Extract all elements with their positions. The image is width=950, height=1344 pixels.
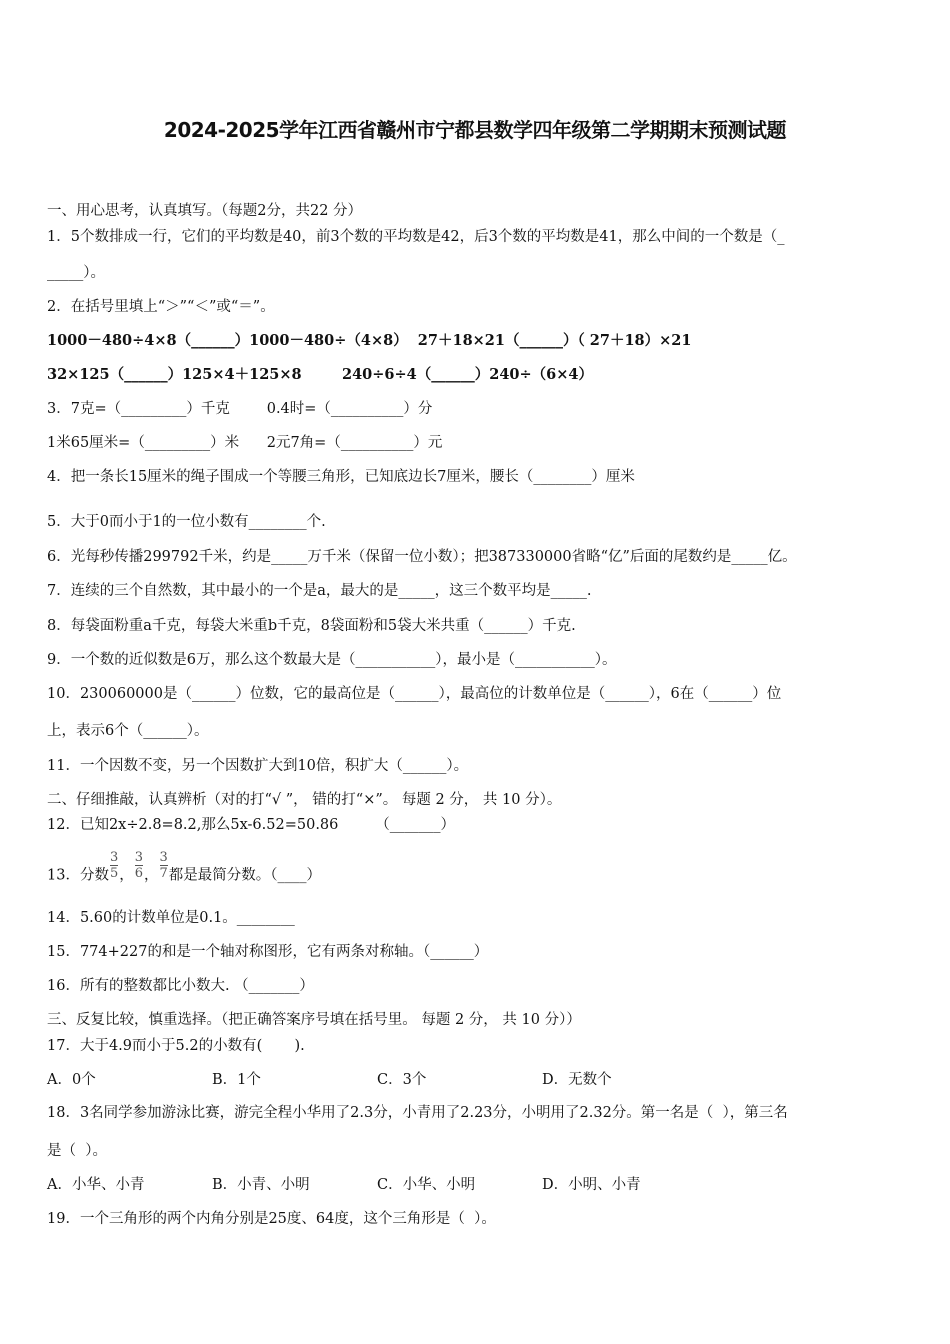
numerator: 3 [159, 850, 168, 865]
question-line: 上，表示6个（______）。 [47, 723, 209, 739]
section-heading: 三、反复比较，慎重选择。（把正确答案序号填在括号里。 每题 2 分， 共 10 分）） [47, 1012, 581, 1028]
q13-suffix: 都是最简分数。（____） [168, 867, 322, 884]
question-line: 9．一个数的近似数是6万，那么这个数最大是（___________），最小是（___________）。 [47, 652, 617, 668]
numerator: 3 [109, 850, 119, 865]
question-line: _____）。 [47, 265, 105, 281]
fraction [110, 851, 118, 880]
question-line: 2．在括号里填上“＞”“＜”或“＝”。 [47, 299, 275, 315]
question-line: 10．230060000是（______）位数，它的最高位是（______），最高位的计数单位是（______），6在（______）位 [47, 686, 782, 702]
denominator: 7 [159, 866, 168, 881]
question-line: 1．5个数排成一行，它们的平均数是40，前3个数的平均数是42，后3个数的平均数是41，那么中间的一个数是（_ [47, 229, 785, 245]
fraction [135, 851, 143, 880]
fraction [160, 851, 168, 880]
q13-prefix: 13．分数 [47, 867, 109, 884]
option-b: B．1个 [212, 1072, 261, 1088]
section-heading: 一、用心思考，认真填写。（每题2分，共22 分） [47, 203, 363, 219]
question-line: 17．大于4.9而小于5.2的小数有( ). [47, 1038, 305, 1054]
question-line: 18．3名同学参加游泳比赛，游完全程小华用了2.3分，小青用了2.23分，小明用了2.32分。第一名是（ ），第三名 [47, 1105, 788, 1121]
numerator: 3 [134, 850, 144, 865]
question-line: 14．5.60的计数单位是0.1。________ [47, 910, 295, 926]
question-line: 8．每袋面粉重a千克，每袋大米重b千克，8袋面粉和5袋大米共重（______）千克. [47, 618, 576, 634]
option-d: D．小明、小青 [542, 1177, 641, 1193]
question-line: 1000－480÷4×8（______）1000－480÷（4×8） 27＋18×21（______）（ 27＋18）×21 [47, 332, 692, 349]
question-line: 16．所有的整数都比小数大. （_______） [47, 978, 314, 994]
option-c: C．小华、小明 [377, 1177, 476, 1193]
denominator: 6 [134, 866, 144, 881]
question-13 [47, 850, 322, 890]
separator: ， [144, 867, 159, 884]
question-line: 15．774+227的和是一个轴对称图形，它有两条对称轴。（______） [47, 944, 489, 960]
option-c: C．3个 [377, 1072, 427, 1088]
question-line: 3．7克=（_________）千克 0.4时=（__________）分 [47, 401, 433, 417]
option-b: B．小青、小明 [212, 1177, 310, 1193]
question-line: 7．连续的三个自然数，其中最小的一个是a，最大的是_____，这三个数平均是_____. [47, 583, 592, 599]
option-a: A．0个 [47, 1072, 96, 1088]
question-line: 1米65厘米=（_________）米 2元7角=（__________）元 [47, 435, 443, 451]
option-a: A．小华、小青 [47, 1177, 145, 1193]
page-title: 2024-2025学年江西省赣州市宁都县数学四年级第二学期期末预测试题 [163, 118, 787, 142]
question-line: 19．一个三角形的两个内角分别是25度、64度，这个三角形是（ ）。 [47, 1211, 496, 1227]
question-line: 5．大于0而小于1的一位小数有________个. [47, 514, 326, 530]
option-d: D．无数个 [542, 1072, 612, 1088]
question-line: 4．把一条长15厘米的绳子围成一个等腰三角形，已知底边长7厘米，腰长（________）厘米 [47, 469, 635, 485]
separator: ， [119, 867, 134, 884]
question-line: 12．已知2x÷2.8=8.2,那么5x-6.52=50.86 （_______） [47, 817, 455, 833]
question-line: 32×125（______）125×4＋125×8 240÷6÷4（______）240÷（6×4） [47, 366, 593, 383]
denominator: 5 [109, 866, 119, 881]
section-heading: 二、仔细推敲，认真辨析（对的打“√ ”， 错的打“×”。 每题 2 分， 共 10 分）。 [47, 792, 562, 808]
question-line: 11．一个因数不变，另一个因数扩大到10倍，积扩大（______）。 [47, 758, 469, 774]
question-line: 是（ ）。 [47, 1143, 107, 1159]
question-line: 6．光每秒传播299792千米，约是_____万千米（保留一位小数）；把387330000省略“亿”后面的尾数约是_____亿。 [47, 549, 797, 565]
